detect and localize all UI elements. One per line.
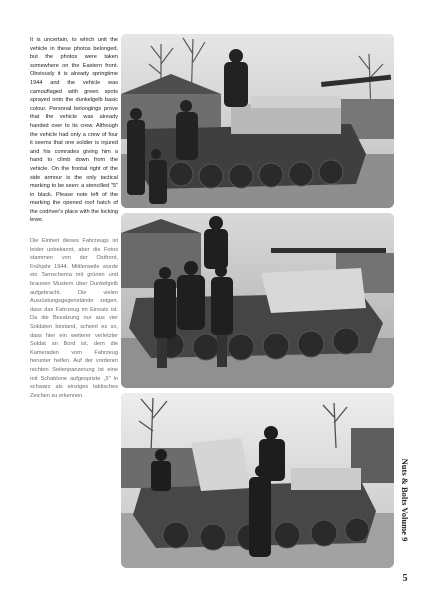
- photo-crew-helping-soldier: [121, 213, 394, 388]
- caption-german: Die Einheit dieses Fahrzeugs ist leider unbekannt, aber die Fotos stammen von der Ostfront, Frühjahr 1944. Mittlerweile wurde ein Tarnschema mit grünen und braunen Mustern über Dunkelgelb aufgebracht. Die vielen Ausrüstungsgegenstände zeigen, dass das Fahrzeug im Einsatz ist. Da die Besatzung nur aus vier Soldaten bestand, scheint es so, dass hier ein weiterer verletzter Soldat an Bord ist, dem die Kameraden vom Fahrzeug herunter helfen. Auf der vorderen rechten Seitenpanzerung ist eine mit Schablone aufgesprizte „5" in schwarz als einziges taktisches Zeichen zu erkennen.: [30, 238, 118, 399]
- page-number: 5: [402, 573, 408, 584]
- book-spine-title: [397, 430, 413, 570]
- spine-title-text: Nuts & Bolts Volume 9: [400, 458, 410, 542]
- caption-english: It is uncertain, to which unit the vehicle in these photos belonged, but the photos were taken somewhere on the Eastern front. Obviously it is already springtime 1944 and the vehicle was camouflaged with green spots sprayed onto the dunkelgelb basic colour. Personal belongings prove that the vehicle was already handed over to its crew. Although the vehicle had only a crew of four it seems that one soldier is injured and his comrades giving him a hand to climb down from the vehicle. On the frontal right of the side armour is the only tactical marking to be seen: a stencilled "5" in black. Please note left of the marking the opened roof hatch of the codriver's place with the locking lever.: [30, 37, 118, 224]
- photo-vehicle-side-hatch: [121, 393, 394, 568]
- photo-tank-destroyer-crew: [121, 34, 394, 208]
